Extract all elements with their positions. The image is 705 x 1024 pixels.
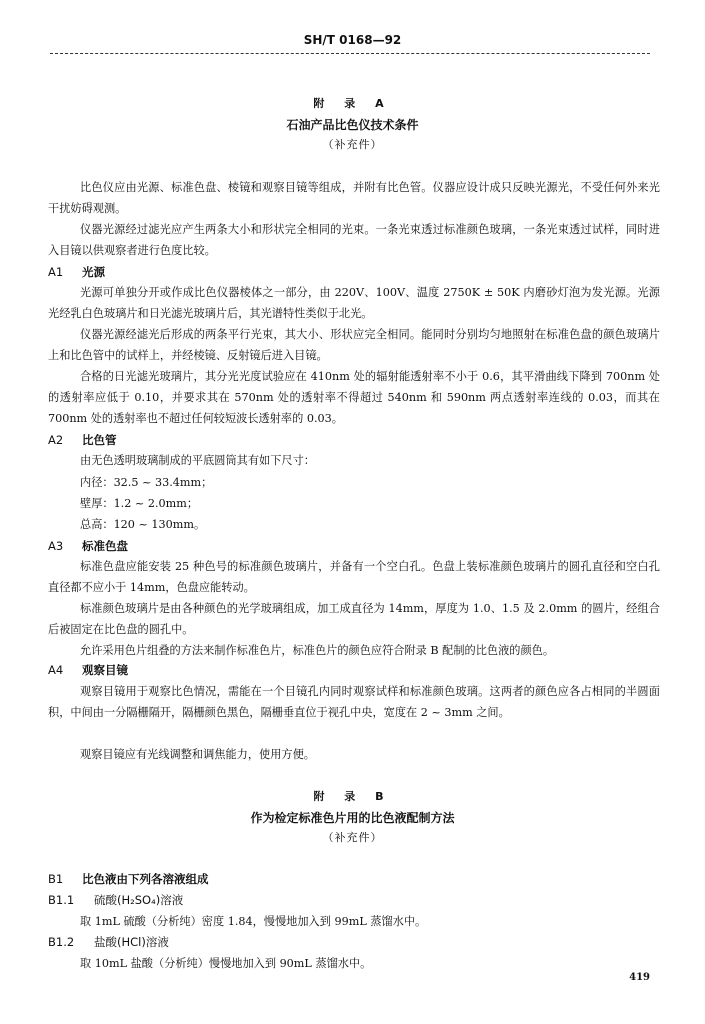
appendix-b-label: 附 录 B [313, 790, 392, 803]
page-number: 419 [629, 972, 650, 983]
b1-1-instruction: 取 1mL 硫酸（分析纯）密度 1.84，慢慢地加入到 99mL 蒸馏水中。 [80, 915, 427, 928]
section-b1-2-heading [48, 934, 169, 950]
a1-paragraph-2: 仪器光源经滤光后形成的两条平行光束，其大小、形状应完全相同。能同时分别均匀地照射在标准色盘的颜色玻璃片上和比色管中的试样上，并经棱镜、反射镜后进入目镜。 [48, 328, 660, 362]
section-number: A4 [48, 663, 64, 677]
section-number: B1 [48, 872, 64, 886]
a2-wall-thickness: 壁厚：1.2 ~ 2.0mm； [80, 497, 199, 510]
appendix-a-label: 附 录 A [313, 97, 392, 110]
a2-inner-diameter: 内径：32.5 ~ 33.4mm； [80, 476, 213, 489]
section-number: B1.2 [48, 935, 75, 949]
section-title: 盐酸(HCl)溶液 [94, 935, 169, 949]
a3-paragraph-2: 标准颜色玻璃片是由各种颜色的光学玻璃组成，加工成直径为 14mm，厚度为 1.0、1.5 及 2.0mm 的圆片，经组合后被固定在比色盘的圆孔中。 [48, 602, 660, 636]
section-number: A1 [48, 265, 64, 279]
section-number: B1.1 [48, 893, 75, 907]
section-title: 标准色盘 [82, 539, 128, 553]
section-title: 比色管 [82, 433, 117, 447]
a1-paragraph-1: 光源可单独分开或作成比色仪器棱体之一部分，由 220V、100V、温度 2750K ± 50K 内磨砂灯泡为发光源。光源光经乳白色玻璃片和日光滤光玻璃片后，其光谱特性类似于北光。 [48, 286, 660, 320]
a2-total-height: 总高：120 ~ 130mm。 [80, 518, 206, 531]
section-number: A2 [48, 433, 64, 447]
section-title: 比色液由下列各溶液组成 [82, 872, 209, 886]
standard-header: SH/T 0168—92 [303, 33, 402, 47]
a4-paragraph-1: 观察目镜用于观察比色情况，需能在一个目镜孔内同时观察试样和标准颜色玻璃。这两者的颜色应各占相同的半圆面积，中间由一分隔栅隔开，隔栅颜色黑色，隔栅垂直位于视孔中央，宽度在 2 ~ 3mm 之间。 [48, 685, 660, 719]
section-a2-heading [48, 432, 117, 448]
a3-paragraph-3: 允许采用色片组叠的方法来制作标准色片，标准色片的颜色应符合附录 B 配制的比色液的颜色。 [80, 644, 555, 657]
appendix-b-note: （补充件） [322, 831, 383, 844]
b1-2-instruction: 取 10mL 盐酸（分析纯）慢慢地加入到 90mL 蒸馏水中。 [80, 957, 372, 970]
a4-paragraph-2: 观察目镜应有光线调整和调焦能力，使用方便。 [80, 748, 315, 761]
section-title: 观察目镜 [82, 663, 128, 677]
appendix-a-note: （补充件） [322, 138, 383, 151]
appendix-a-light-beam-paragraph: 仪器光源经过滤光应产生两条大小和形状完全相同的光束。一条光束透过标准颜色玻璃，一条光束透过试样，同时进入目镜以供观察者进行色度比较。 [48, 223, 660, 257]
header-rule [50, 53, 650, 54]
section-b1-1-heading [48, 892, 183, 908]
section-a4-heading [48, 662, 128, 678]
section-a3-heading [48, 538, 128, 554]
a3-paragraph-1: 标准色盘应能安装 25 种色号的标准颜色玻璃片，并备有一个空白孔。色盘上装标准颜色玻璃片的圆孔直径和空白孔直径都不应小于 14mm，色盘应能转动。 [48, 560, 660, 594]
a2-intro-line: 由无色透明玻璃制成的平底圆筒其有如下尺寸： [80, 454, 315, 467]
a1-paragraph-3: 合格的日光滤光玻璃片，其分光光度试验应在 410nm 处的辐射能透射率不小于 0.6，其平滑曲线下降到 700nm 处的透射率应低于 0.10，并要求其在 570nm 处的透射率不得超过 540nm 和 590nm 两点透射率连线的 0.03，而其在 700nm 处的透射率也不超过任何较短波长透射率的 0.03。 [48, 370, 660, 425]
appendix-a-intro-paragraph: 比色仪应由光源、标准色盘、棱镜和观察目镜等组成，并附有比色管。仪器应设计成只反映光源光，不受任何外来光干扰妨碍观测。 [48, 181, 660, 215]
section-number: A3 [48, 539, 64, 553]
section-a1-heading [48, 264, 105, 280]
appendix-b-title: 作为检定标准色片用的比色液配制方法 [250, 811, 455, 825]
section-title: 光源 [82, 265, 105, 279]
section-b1-heading [48, 871, 209, 887]
appendix-a-title: 石油产品比色仪技术条件 [286, 118, 419, 132]
section-title: 硫酸(H₂SO₄)溶液 [94, 893, 184, 907]
